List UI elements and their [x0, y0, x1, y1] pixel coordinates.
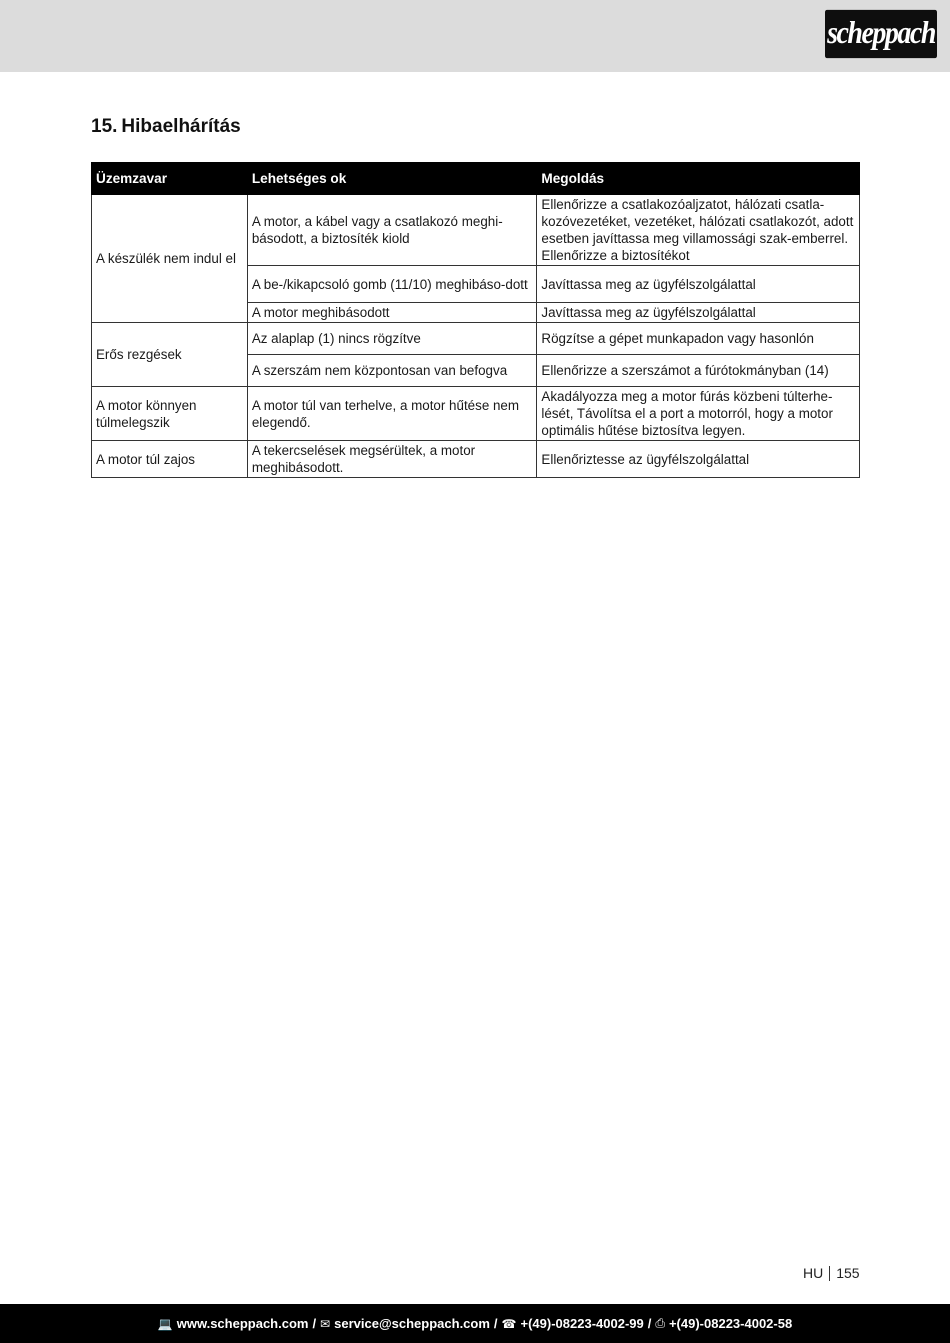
footer-web[interactable]: www.scheppach.com — [176, 1316, 309, 1331]
solution-cell: Ellenőriztesse az ügyfélszolgálattal — [537, 441, 860, 478]
solution-cell: Javíttassa meg az ügyfélszolgálattal — [537, 303, 860, 323]
cause-cell: A motor meghibásodott — [247, 303, 537, 323]
footer-phone: +(49)-08223-4002-99 — [520, 1316, 644, 1331]
table-row — [92, 441, 860, 478]
fault-cell: Erős rezgések — [92, 323, 248, 387]
page-separator — [829, 1266, 830, 1281]
cause-cell: A motor, a kábel vagy a csatlakozó meghi-básodott, a biztosíték kiold — [247, 195, 537, 266]
solution-cell: Akadályozza meg a motor fúrás közbeni túlterhe-lését, Távolítsa el a port a motorról, hogy a motor optimális hűtése biztosítva legyen. — [537, 387, 860, 441]
phone-icon: ☎ — [501, 1316, 517, 1331]
table-header-row — [92, 163, 860, 195]
solution-cell: Rögzítse a gépet munkapadon vagy hasonlón — [537, 323, 860, 355]
solution-cell: Ellenőrizze a szerszámot a fúrótokmányban (14) — [537, 355, 860, 387]
section-number: 15. — [91, 116, 118, 137]
table-row — [92, 387, 860, 441]
fault-cell: A készülék nem indul el — [92, 195, 248, 323]
header-fault: Üzemzavar — [92, 163, 248, 195]
table-row — [92, 195, 860, 266]
envelope-icon: ✉ — [320, 1316, 331, 1331]
solution-cell: Javíttassa meg az ügyfélszolgálattal — [537, 266, 860, 303]
troubleshooting-table — [91, 162, 860, 478]
page-lang: HU — [803, 1265, 824, 1281]
laptop-icon: 💻 — [157, 1316, 173, 1331]
cause-cell: Az alaplap (1) nincs rögzítve — [247, 323, 537, 355]
cause-cell: A szerszám nem központosan van befogva — [247, 355, 537, 387]
fax-icon: ⎙ — [655, 1316, 665, 1330]
fault-cell: A motor könnyen túlmelegszik — [92, 387, 248, 441]
page-num: 155 — [836, 1265, 860, 1281]
section-heading — [91, 116, 241, 138]
solution-cell: Ellenőrizze a csatlakozóaljzatot, hálózati csatla-kozóvezetéket, vezetéket, hálózati csatlakozót, adott esetben javíttassa meg villamossági szak-emberrel. Ellenőrizze a biztosítékot — [537, 195, 860, 266]
footer-email[interactable]: service@scheppach.com — [334, 1316, 490, 1331]
fault-cell: A motor túl zajos — [92, 441, 248, 478]
footer-separator: / — [493, 1316, 498, 1331]
footer-separator: / — [647, 1316, 652, 1331]
cause-cell: A be-/kikapcsoló gomb (11/10) meghibáso-dott — [247, 266, 537, 303]
scheppach-logo: scheppach — [825, 10, 937, 58]
table-row — [92, 323, 860, 355]
footer-bar — [0, 1304, 950, 1343]
footer-fax: +(49)-08223-4002-58 — [668, 1316, 793, 1331]
page-number — [803, 1265, 860, 1281]
header-bar — [0, 0, 950, 72]
header-solution: Megoldás — [537, 163, 860, 195]
header-cause: Lehetséges ok — [247, 163, 537, 195]
cause-cell: A motor túl van terhelve, a motor hűtése nem elegendő. — [247, 387, 537, 441]
section-title: Hibaelhárítás — [121, 116, 241, 137]
cause-cell: A tekercselések megsérültek, a motor meghibásodott. — [247, 441, 537, 478]
footer-separator: / — [312, 1316, 317, 1331]
